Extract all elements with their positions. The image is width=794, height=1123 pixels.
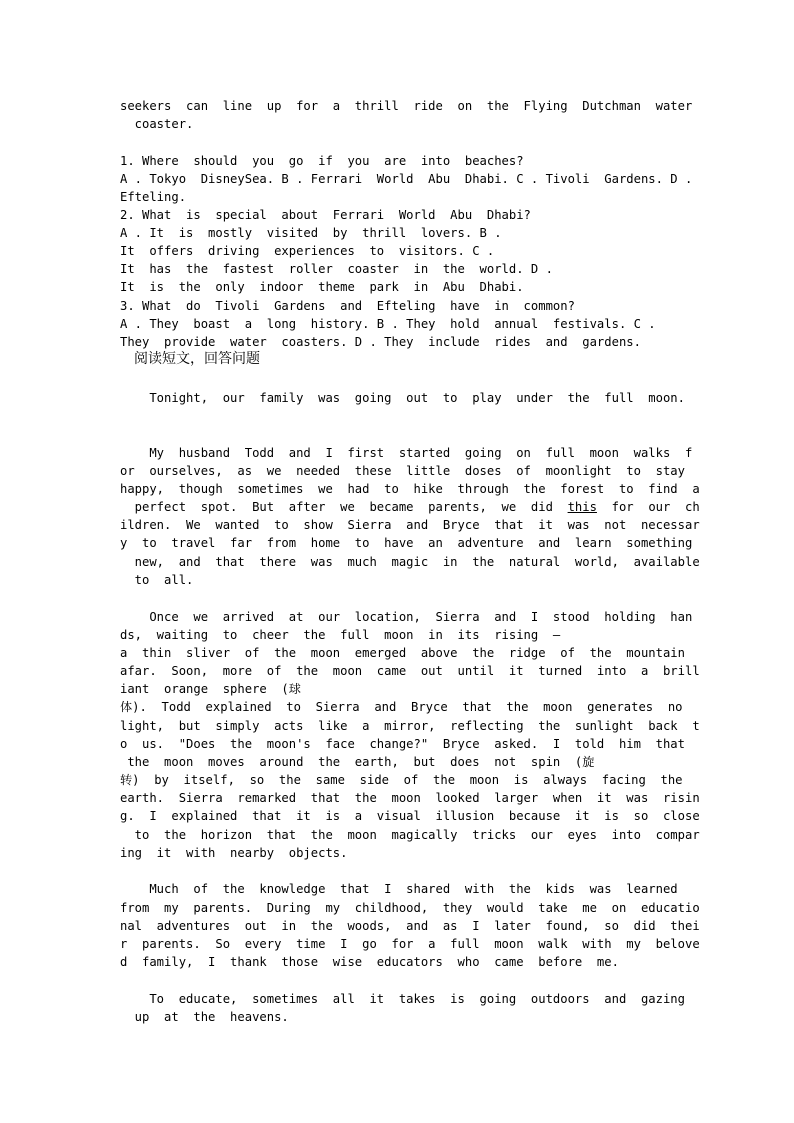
paragraph-3-line: 转) by itself, so the same side of the moon is always facing the	[120, 773, 683, 787]
section-heading: 阅读短文，回答问题	[134, 351, 260, 367]
question-2-option: It offers driving experiences to visitors. C .	[120, 244, 495, 258]
paragraph-2-line: y to travel far from home to have an adventure and learn something	[120, 536, 693, 550]
paragraph-4-line: Much of the knowledge that I shared with the kids was learned	[120, 882, 678, 896]
question-2-option: It has the fastest roller coaster in the world. D .	[120, 262, 553, 276]
paragraph-4-line: from my parents. During my childhood, they would take me on educatio	[120, 901, 700, 915]
text-segment: perfect spot. But after we became parents, we did	[120, 500, 568, 514]
question-2-option: A . It is mostly visited by thrill lovers. B .	[120, 226, 502, 240]
question-2-option: It is the only indoor theme park in Abu Dhabi.	[120, 280, 524, 294]
paragraph-3-line: ing it with nearby objects.	[120, 846, 348, 860]
paragraph-2-line: ildren. We wanted to show Sierra and Bryce that it was not necessar	[120, 518, 700, 532]
question-3-option: They provide water coasters. D . They include rides and gardens.	[120, 335, 641, 349]
text-segment: for our ch	[596, 500, 700, 514]
paragraph-1: Tonight, our family was going out to play under the full moon.	[120, 391, 685, 405]
paragraph-2-line: My husband Todd and I first started going on full moon walks f	[120, 446, 693, 460]
paragraph-3-line: afar. Soon, more of the moon came out until it turned into a brill	[120, 664, 700, 678]
paragraph-4-line: r parents. So every time I go for a full moon walk with my belove	[120, 937, 700, 951]
question-1-options: A . Tokyo DisneySea. B . Ferrari World Abu Dhabi. C . Tivoli Gardens. D .	[120, 172, 693, 186]
paragraph-3-line: to the horizon that the moon magically tricks our eyes into compar	[120, 828, 700, 842]
paragraph-3-line: g. I explained that it is a visual illusion because it is so close	[120, 809, 700, 823]
paragraph-2-line: or ourselves, as we needed these little doses of moonlight to stay	[120, 464, 685, 478]
paragraph-2-line: happy, though sometimes we had to hike through the forest to find a	[120, 482, 700, 496]
paragraph-3-line: o us. "Does the moon's face change?" Bryce asked. I told him that	[120, 737, 685, 751]
question-1-options: Efteling.	[120, 190, 187, 204]
paragraph-2-line	[120, 499, 700, 515]
question-1: 1. Where should you go if you are into beaches?	[120, 154, 524, 168]
paragraph-4-line: d family, I thank those wise educators who came before me.	[120, 955, 619, 969]
paragraph-3-line: light, but simply acts like a mirror, reflecting the sunlight back t	[120, 719, 700, 733]
paragraph-3-line: iant orange sphere (球	[120, 682, 301, 696]
paragraph-5-line: To educate, sometimes all it takes is going outdoors and gazing	[120, 992, 685, 1006]
question-2: 2. What is special about Ferrari World Abu Dhabi?	[120, 208, 531, 222]
paragraph-5-line: up at the heavens.	[120, 1010, 289, 1024]
paragraph-2-line: to all.	[120, 573, 194, 587]
paragraph-3-line: Once we arrived at our location, Sierra and I stood holding han	[120, 610, 693, 624]
paragraph-2-line: new, and that there was much magic in the natural world, available	[120, 555, 700, 569]
paragraph-3-line: ds, waiting to cheer the full moon in its rising —	[120, 628, 561, 642]
text-line: coaster.	[120, 117, 194, 131]
question-3-option: A . They boast a long history. B . They hold annual festivals. C .	[120, 317, 656, 331]
paragraph-3-line: 体). Todd explained to Sierra and Bryce that the moon generates no	[120, 700, 683, 714]
paragraph-3-line: earth. Sierra remarked that the moon looked larger when it was risin	[120, 791, 700, 805]
underlined-word-this: this	[567, 500, 597, 514]
text-line: seekers can line up for a thrill ride on the Flying Dutchman water	[120, 99, 693, 113]
question-3: 3. What do Tivoli Gardens and Efteling have in common?	[120, 299, 575, 313]
paragraph-3-line: the moon moves around the earth, but does not spin (旋	[120, 755, 595, 769]
paragraph-4-line: nal adventures out in the woods, and as I later found, so did thei	[120, 919, 700, 933]
paragraph-3-line: a thin sliver of the moon emerged above the ridge of the mountain	[120, 646, 685, 660]
